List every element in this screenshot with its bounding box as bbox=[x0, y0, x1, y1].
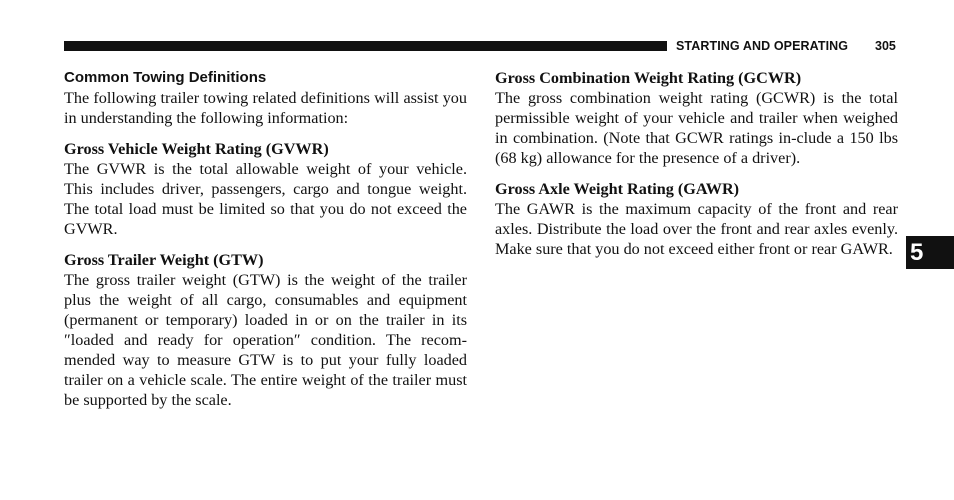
header-rule bbox=[64, 41, 667, 51]
left-column bbox=[64, 68, 467, 421]
gtw-heading: Gross Trailer Weight (GTW) bbox=[64, 251, 264, 269]
right-column bbox=[495, 68, 898, 270]
gvwr-text: The GVWR is the total allowable weight of your vehicle. This includes driver, passengers, cargo and tongue weight. The total load must be limited so that you do not exceed the GVWR. bbox=[64, 160, 467, 238]
gtw-text: The gross trailer weight (GTW) is the weight of the trailer plus the weight of all cargo, consumables and equipment (permanent or temporary) loaded in or on the trailer in its ″loaded and ready for operation″ condition. The recom-mended way to measure GTW is to put your fully loaded trailer on a vehicle scale. The entire weight of the trailer must be supported by the scale. bbox=[64, 271, 467, 409]
chapter-tab bbox=[906, 236, 954, 269]
intro-section bbox=[64, 68, 467, 128]
chapter-number: 5 bbox=[910, 239, 924, 266]
gtw-section bbox=[64, 250, 467, 410]
gcwr-section bbox=[495, 68, 898, 168]
gvwr-section bbox=[64, 139, 467, 239]
gvwr-heading: Gross Vehicle Weight Rating (GVWR) bbox=[64, 140, 329, 158]
gawr-text: The GAWR is the maximum capacity of the front and rear axles. Distribute the load over the front and rear axles evenly. Make sure that you do not exceed either front or rear GAWR. bbox=[495, 200, 898, 258]
gawr-section bbox=[495, 179, 898, 259]
page-number: 305 bbox=[875, 39, 896, 53]
intro-text: The following trailer towing related definitions will assist you in understanding the following information: bbox=[64, 89, 467, 127]
gcwr-heading: Gross Combination Weight Rating (GCWR) bbox=[495, 69, 802, 87]
gcwr-text: The gross combination weight rating (GCWR) is the total permissible weight of your vehicle and trailer when weighed in combination. (Note that GCWR ratings in-clude a 150 lbs (68 kg) allowance for the presence of a driver). bbox=[495, 89, 898, 167]
intro-heading: Common Towing Definitions bbox=[64, 69, 267, 86]
gawr-heading: Gross Axle Weight Rating (GAWR) bbox=[495, 180, 740, 198]
section-title: STARTING AND OPERATING bbox=[676, 39, 849, 53]
